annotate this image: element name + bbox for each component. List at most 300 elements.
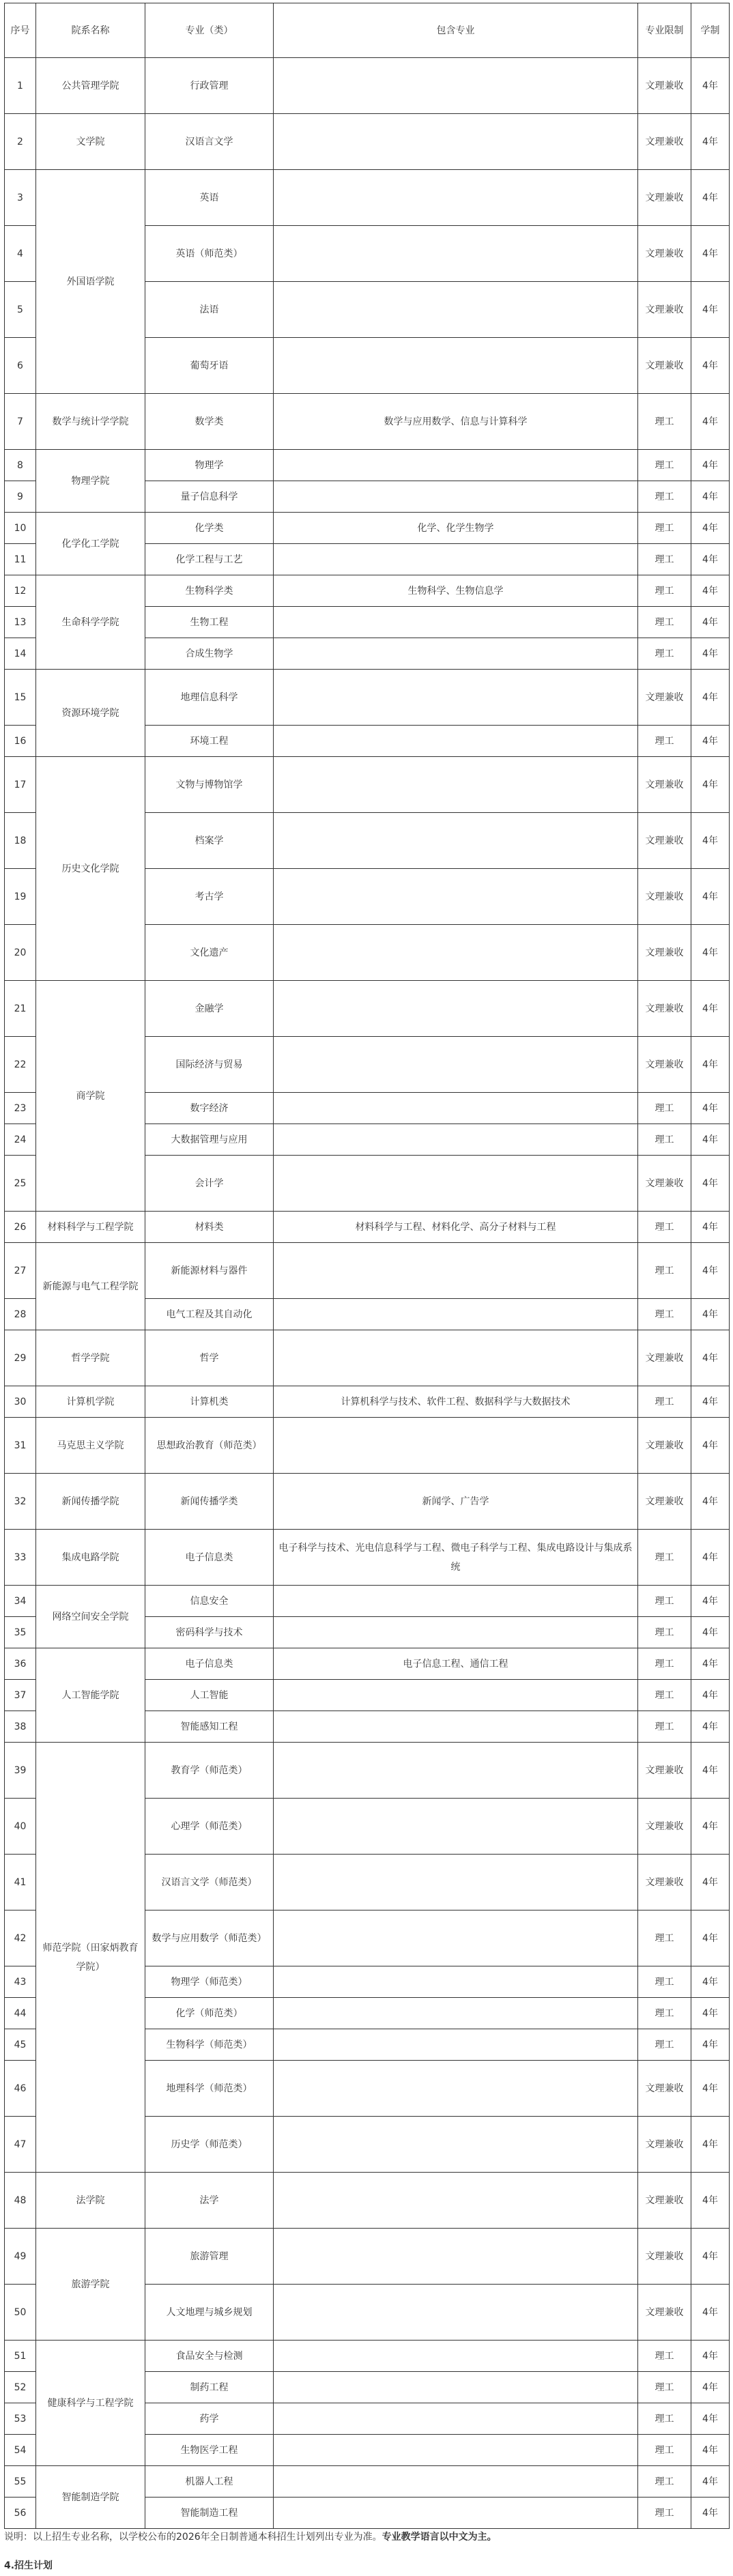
- row-major: 英语: [145, 170, 274, 226]
- row-subject-limit: 文理兼收: [638, 170, 691, 226]
- row-subject-limit: 理工: [638, 2341, 691, 2372]
- table-row: [5, 1330, 730, 1386]
- row-duration: 4年: [691, 1243, 730, 1299]
- row-index: 45: [5, 2029, 36, 2061]
- table-row: [5, 1212, 730, 1243]
- row-includes: [274, 1330, 638, 1386]
- row-duration: 4年: [691, 757, 730, 813]
- row-index: 13: [5, 607, 36, 638]
- row-subject-limit: 文理兼收: [638, 2285, 691, 2341]
- row-subject-limit: 文理兼收: [638, 1743, 691, 1799]
- row-college: 公共管理学院: [36, 58, 145, 114]
- row-index: 8: [5, 450, 36, 481]
- table-row: [5, 1386, 730, 1418]
- row-subject-limit: 文理兼收: [638, 1330, 691, 1386]
- row-major: 化学类: [145, 513, 274, 544]
- row-subject-limit: 理工: [638, 1680, 691, 1711]
- row-index: 9: [5, 481, 36, 513]
- row-includes: [274, 2498, 638, 2529]
- row-major: 化学（师范类）: [145, 1998, 274, 2029]
- row-major: 制药工程: [145, 2372, 274, 2403]
- table-row: [5, 114, 730, 170]
- row-major: 会计学: [145, 1156, 274, 1212]
- row-subject-limit: 理工: [638, 1124, 691, 1156]
- table-row: [5, 170, 730, 226]
- row-major: 旅游管理: [145, 2229, 274, 2285]
- row-duration: 4年: [691, 2466, 730, 2498]
- table-body: [5, 58, 730, 2529]
- row-college: 智能制造学院: [36, 2466, 145, 2529]
- row-major: 教育学（师范类）: [145, 1743, 274, 1799]
- row-subject-limit: 理工: [638, 1711, 691, 1743]
- row-index: 32: [5, 1474, 36, 1530]
- row-duration: 4年: [691, 1998, 730, 2029]
- row-duration: 4年: [691, 1386, 730, 1418]
- row-subject-limit: 理工: [638, 1299, 691, 1330]
- table-row: [5, 394, 730, 450]
- row-index: 41: [5, 1855, 36, 1910]
- row-includes: [274, 869, 638, 925]
- row-subject-limit: 理工: [638, 481, 691, 513]
- row-index: 54: [5, 2435, 36, 2466]
- row-major: 汉语言文学（师范类）: [145, 1855, 274, 1910]
- row-includes: [274, 338, 638, 394]
- footnote-text: 说明：以上招生专业名称，以学校公布的2026年全日制普通本科招生计划列出专业为准。: [4, 2532, 382, 2543]
- row-subject-limit: 文理兼收: [638, 1418, 691, 1474]
- row-duration: 4年: [691, 1299, 730, 1330]
- row-college: 化学化工学院: [36, 513, 145, 575]
- table-header-row: [5, 3, 730, 58]
- row-index: 26: [5, 1212, 36, 1243]
- table-row: [5, 1586, 730, 1617]
- row-major: 数字经济: [145, 1093, 274, 1124]
- row-subject-limit: 理工: [638, 450, 691, 481]
- row-includes: [274, 114, 638, 170]
- table-row: [5, 2173, 730, 2229]
- row-major: 文化遗产: [145, 925, 274, 981]
- row-includes: [274, 226, 638, 282]
- row-subject-limit: 文理兼收: [638, 2061, 691, 2117]
- row-includes: [274, 813, 638, 869]
- row-includes: [274, 670, 638, 726]
- row-major: 化学工程与工艺: [145, 544, 274, 575]
- row-duration: 4年: [691, 481, 730, 513]
- row-index: 50: [5, 2285, 36, 2341]
- row-duration: 4年: [691, 282, 730, 338]
- header-college: 院系名称: [36, 3, 145, 58]
- row-major: 材料类: [145, 1212, 274, 1243]
- row-college: 资源环境学院: [36, 670, 145, 757]
- row-includes: [274, 1799, 638, 1855]
- row-college: 健康科学与工程学院: [36, 2341, 145, 2466]
- row-includes: 计算机科学与技术、软件工程、数据科学与大数据技术: [274, 1386, 638, 1418]
- row-includes: 电子科学与技术、光电信息科学与工程、微电子科学与工程、集成电路设计与集成系统: [274, 1530, 638, 1586]
- row-subject-limit: 文理兼收: [638, 925, 691, 981]
- row-index: 6: [5, 338, 36, 394]
- row-subject-limit: 理工: [638, 1910, 691, 1966]
- row-subject-limit: 文理兼收: [638, 1474, 691, 1530]
- row-index: 53: [5, 2403, 36, 2435]
- row-college: 计算机学院: [36, 1386, 145, 1418]
- row-subject-limit: 理工: [638, 1586, 691, 1617]
- row-major: 生物工程: [145, 607, 274, 638]
- row-major: 合成生物学: [145, 638, 274, 670]
- row-duration: 4年: [691, 2173, 730, 2229]
- row-index: 38: [5, 1711, 36, 1743]
- row-subject-limit: 理工: [638, 394, 691, 450]
- row-duration: 4年: [691, 2435, 730, 2466]
- row-index: 44: [5, 1998, 36, 2029]
- row-duration: 4年: [691, 1617, 730, 1648]
- row-includes: [274, 757, 638, 813]
- row-duration: 4年: [691, 2229, 730, 2285]
- row-includes: 生物科学、生物信息学: [274, 575, 638, 607]
- row-duration: 4年: [691, 1910, 730, 1966]
- row-major: 英语（师范类）: [145, 226, 274, 282]
- row-index: 1: [5, 58, 36, 114]
- row-index: 15: [5, 670, 36, 726]
- row-duration: 4年: [691, 2285, 730, 2341]
- row-index: 25: [5, 1156, 36, 1212]
- row-duration: 4年: [691, 2403, 730, 2435]
- row-subject-limit: 文理兼收: [638, 226, 691, 282]
- row-includes: [274, 1680, 638, 1711]
- row-index: 35: [5, 1617, 36, 1648]
- row-includes: [274, 1037, 638, 1093]
- row-duration: 4年: [691, 2029, 730, 2061]
- row-major: 环境工程: [145, 726, 274, 757]
- row-duration: 4年: [691, 726, 730, 757]
- header-duration: 学制: [691, 3, 730, 58]
- row-major: 法学: [145, 2173, 274, 2229]
- row-index: 40: [5, 1799, 36, 1855]
- row-subject-limit: 理工: [638, 1093, 691, 1124]
- row-index: 49: [5, 2229, 36, 2285]
- row-index: 5: [5, 282, 36, 338]
- row-subject-limit: 理工: [638, 2466, 691, 2498]
- row-duration: 4年: [691, 1680, 730, 1711]
- row-includes: [274, 2403, 638, 2435]
- row-includes: [274, 1743, 638, 1799]
- row-includes: 新闻学、广告学: [274, 1474, 638, 1530]
- row-major: 生物科学类: [145, 575, 274, 607]
- row-index: 42: [5, 1910, 36, 1966]
- row-index: 43: [5, 1966, 36, 1998]
- row-college: 网络空间安全学院: [36, 1586, 145, 1648]
- row-includes: [274, 2435, 638, 2466]
- row-subject-limit: 理工: [638, 2498, 691, 2529]
- row-major: 人文地理与城乡规划: [145, 2285, 274, 2341]
- row-includes: [274, 1124, 638, 1156]
- row-major: 量子信息科学: [145, 481, 274, 513]
- row-college: 旅游学院: [36, 2229, 145, 2341]
- row-college: 新能源与电气工程学院: [36, 1243, 145, 1330]
- row-index: 22: [5, 1037, 36, 1093]
- table-row: [5, 757, 730, 813]
- row-subject-limit: 文理兼收: [638, 2173, 691, 2229]
- row-index: 51: [5, 2341, 36, 2372]
- row-includes: [274, 2029, 638, 2061]
- table-row: [5, 575, 730, 607]
- row-major: 地理信息科学: [145, 670, 274, 726]
- row-subject-limit: 理工: [638, 2372, 691, 2403]
- row-subject-limit: 理工: [638, 1530, 691, 1586]
- table-row: [5, 1243, 730, 1299]
- row-index: 52: [5, 2372, 36, 2403]
- table-row: [5, 2229, 730, 2285]
- row-subject-limit: 理工: [638, 1617, 691, 1648]
- row-duration: 4年: [691, 1530, 730, 1586]
- row-major: 行政管理: [145, 58, 274, 114]
- row-subject-limit: 理工: [638, 1386, 691, 1418]
- row-index: 12: [5, 575, 36, 607]
- row-college: 商学院: [36, 981, 145, 1212]
- table-row: [5, 1418, 730, 1474]
- row-index: 55: [5, 2466, 36, 2498]
- row-includes: [274, 607, 638, 638]
- row-index: 39: [5, 1743, 36, 1799]
- table-row: [5, 2466, 730, 2498]
- row-duration: 4年: [691, 2341, 730, 2372]
- row-major: 法语: [145, 282, 274, 338]
- row-index: 7: [5, 394, 36, 450]
- row-subject-limit: 文理兼收: [638, 282, 691, 338]
- row-major: 汉语言文学: [145, 114, 274, 170]
- row-duration: 4年: [691, 1037, 730, 1093]
- table-row: [5, 1530, 730, 1586]
- row-major: 新闻传播学类: [145, 1474, 274, 1530]
- row-includes: [274, 1586, 638, 1617]
- row-index: 18: [5, 813, 36, 869]
- table-row: [5, 1743, 730, 1799]
- row-major: 数学与应用数学（师范类）: [145, 1910, 274, 1966]
- row-includes: [274, 1156, 638, 1212]
- table-row: [5, 58, 730, 114]
- row-includes: [274, 1855, 638, 1910]
- row-college: 法学院: [36, 2173, 145, 2229]
- row-subject-limit: 文理兼收: [638, 58, 691, 114]
- table-row: [5, 670, 730, 726]
- table-row: [5, 981, 730, 1037]
- row-college: 数学与统计学学院: [36, 394, 145, 450]
- table-row: [5, 2341, 730, 2372]
- row-subject-limit: 理工: [638, 2403, 691, 2435]
- table-row: [5, 1648, 730, 1680]
- majors-table: [4, 3, 730, 2529]
- row-duration: 4年: [691, 1966, 730, 1998]
- row-subject-limit: 文理兼收: [638, 1037, 691, 1093]
- row-index: 31: [5, 1418, 36, 1474]
- row-subject-limit: 文理兼收: [638, 757, 691, 813]
- row-includes: [274, 2372, 638, 2403]
- row-duration: 4年: [691, 1124, 730, 1156]
- row-subject-limit: 理工: [638, 2435, 691, 2466]
- header-subject-limit: 专业限制: [638, 3, 691, 58]
- row-subject-limit: 文理兼收: [638, 813, 691, 869]
- row-college: 物理学院: [36, 450, 145, 513]
- row-duration: 4年: [691, 544, 730, 575]
- row-college: 文学院: [36, 114, 145, 170]
- row-duration: 4年: [691, 981, 730, 1037]
- row-major: 文物与博物馆学: [145, 757, 274, 813]
- row-college: 人工智能学院: [36, 1648, 145, 1743]
- row-duration: 4年: [691, 1212, 730, 1243]
- row-college: 马克思主义学院: [36, 1418, 145, 1474]
- row-major: 机器人工程: [145, 2466, 274, 2498]
- row-includes: [274, 2285, 638, 2341]
- row-subject-limit: 文理兼收: [638, 1799, 691, 1855]
- row-includes: [274, 2341, 638, 2372]
- row-index: 27: [5, 1243, 36, 1299]
- row-includes: [274, 2173, 638, 2229]
- row-major: 地理科学（师范类）: [145, 2061, 274, 2117]
- row-includes: [274, 1093, 638, 1124]
- row-duration: 4年: [691, 813, 730, 869]
- row-includes: [274, 638, 638, 670]
- row-major: 计算机类: [145, 1386, 274, 1418]
- row-index: 11: [5, 544, 36, 575]
- row-duration: 4年: [691, 1855, 730, 1910]
- row-index: 48: [5, 2173, 36, 2229]
- row-duration: 4年: [691, 925, 730, 981]
- row-major: 药学: [145, 2403, 274, 2435]
- footnote: [4, 2530, 497, 2543]
- row-subject-limit: 理工: [638, 607, 691, 638]
- row-college: 材料科学与工程学院: [36, 1212, 145, 1243]
- section-heading: 4.招生计划: [4, 2560, 53, 2571]
- row-major: 国际经济与贸易: [145, 1037, 274, 1093]
- row-major: 电子信息类: [145, 1648, 274, 1680]
- row-subject-limit: 理工: [638, 1966, 691, 1998]
- row-index: 24: [5, 1124, 36, 1156]
- row-subject-limit: 理工: [638, 1212, 691, 1243]
- row-major: 密码科学与技术: [145, 1617, 274, 1648]
- row-duration: 4年: [691, 1648, 730, 1680]
- header-major: 专业（类）: [145, 3, 274, 58]
- row-duration: 4年: [691, 338, 730, 394]
- table-row: [5, 1474, 730, 1530]
- row-index: 14: [5, 638, 36, 670]
- row-duration: 4年: [691, 638, 730, 670]
- row-duration: 4年: [691, 1799, 730, 1855]
- row-duration: 4年: [691, 1330, 730, 1386]
- header-index: 序号: [5, 3, 36, 58]
- table-row: [5, 450, 730, 481]
- row-major: 食品安全与检测: [145, 2341, 274, 2372]
- row-includes: [274, 1299, 638, 1330]
- row-duration: 4年: [691, 1586, 730, 1617]
- row-includes: [274, 1966, 638, 1998]
- row-subject-limit: 理工: [638, 513, 691, 544]
- row-major: 葡萄牙语: [145, 338, 274, 394]
- row-subject-limit: 理工: [638, 2029, 691, 2061]
- row-includes: [274, 1243, 638, 1299]
- row-duration: 4年: [691, 1156, 730, 1212]
- row-includes: [274, 2117, 638, 2173]
- row-major: 大数据管理与应用: [145, 1124, 274, 1156]
- row-index: 37: [5, 1680, 36, 1711]
- row-college: 哲学学院: [36, 1330, 145, 1386]
- row-major: 人工智能: [145, 1680, 274, 1711]
- row-index: 29: [5, 1330, 36, 1386]
- row-subject-limit: 理工: [638, 544, 691, 575]
- row-duration: 4年: [691, 2061, 730, 2117]
- row-subject-limit: 理工: [638, 575, 691, 607]
- row-subject-limit: 文理兼收: [638, 670, 691, 726]
- row-duration: 4年: [691, 1474, 730, 1530]
- row-includes: [274, 2061, 638, 2117]
- row-includes: [274, 1910, 638, 1966]
- row-includes: [274, 1617, 638, 1648]
- row-index: 46: [5, 2061, 36, 2117]
- row-major: 物理学: [145, 450, 274, 481]
- row-major: 智能制造工程: [145, 2498, 274, 2529]
- row-includes: 材料科学与工程、材料化学、高分子材料与工程: [274, 1212, 638, 1243]
- row-major: 思想政治教育（师范类）: [145, 1418, 274, 1474]
- row-major: 金融学: [145, 981, 274, 1037]
- row-duration: 4年: [691, 114, 730, 170]
- row-includes: [274, 925, 638, 981]
- row-includes: [274, 282, 638, 338]
- footnote-bold: 专业教学语言以中文为主。: [382, 2532, 497, 2543]
- row-subject-limit: 理工: [638, 1648, 691, 1680]
- row-subject-limit: 文理兼收: [638, 338, 691, 394]
- row-major: 历史学（师范类）: [145, 2117, 274, 2173]
- row-duration: 4年: [691, 450, 730, 481]
- row-duration: 4年: [691, 170, 730, 226]
- row-subject-limit: 理工: [638, 638, 691, 670]
- row-index: 47: [5, 2117, 36, 2173]
- row-major: 生物科学（师范类）: [145, 2029, 274, 2061]
- row-major: 电子信息类: [145, 1530, 274, 1586]
- row-major: 信息安全: [145, 1586, 274, 1617]
- row-includes: [274, 1711, 638, 1743]
- row-major: 考古学: [145, 869, 274, 925]
- row-index: 2: [5, 114, 36, 170]
- row-subject-limit: 文理兼收: [638, 1855, 691, 1910]
- row-includes: 电子信息工程、通信工程: [274, 1648, 638, 1680]
- row-index: 3: [5, 170, 36, 226]
- row-includes: 数学与应用数学、信息与计算科学: [274, 394, 638, 450]
- row-subject-limit: 理工: [638, 726, 691, 757]
- row-college: 新闻传播学院: [36, 1474, 145, 1530]
- row-college: 外国语学院: [36, 170, 145, 394]
- row-duration: 4年: [691, 607, 730, 638]
- row-duration: 4年: [691, 1743, 730, 1799]
- row-major: 电气工程及其自动化: [145, 1299, 274, 1330]
- header-includes: 包含专业: [274, 3, 638, 58]
- row-index: 17: [5, 757, 36, 813]
- row-major: 心理学（师范类）: [145, 1799, 274, 1855]
- row-college: 历史文化学院: [36, 757, 145, 981]
- row-index: 23: [5, 1093, 36, 1124]
- row-index: 19: [5, 869, 36, 925]
- row-duration: 4年: [691, 1711, 730, 1743]
- row-index: 20: [5, 925, 36, 981]
- row-duration: 4年: [691, 394, 730, 450]
- row-includes: [274, 2229, 638, 2285]
- row-index: 10: [5, 513, 36, 544]
- row-duration: 4年: [691, 2498, 730, 2529]
- row-includes: [274, 450, 638, 481]
- row-major: 数学类: [145, 394, 274, 450]
- table-row: [5, 513, 730, 544]
- row-college: 师范学院（田家炳教育学院）: [36, 1743, 145, 2173]
- row-college: 生命科学学院: [36, 575, 145, 670]
- row-index: 36: [5, 1648, 36, 1680]
- row-duration: 4年: [691, 513, 730, 544]
- row-subject-limit: 理工: [638, 1998, 691, 2029]
